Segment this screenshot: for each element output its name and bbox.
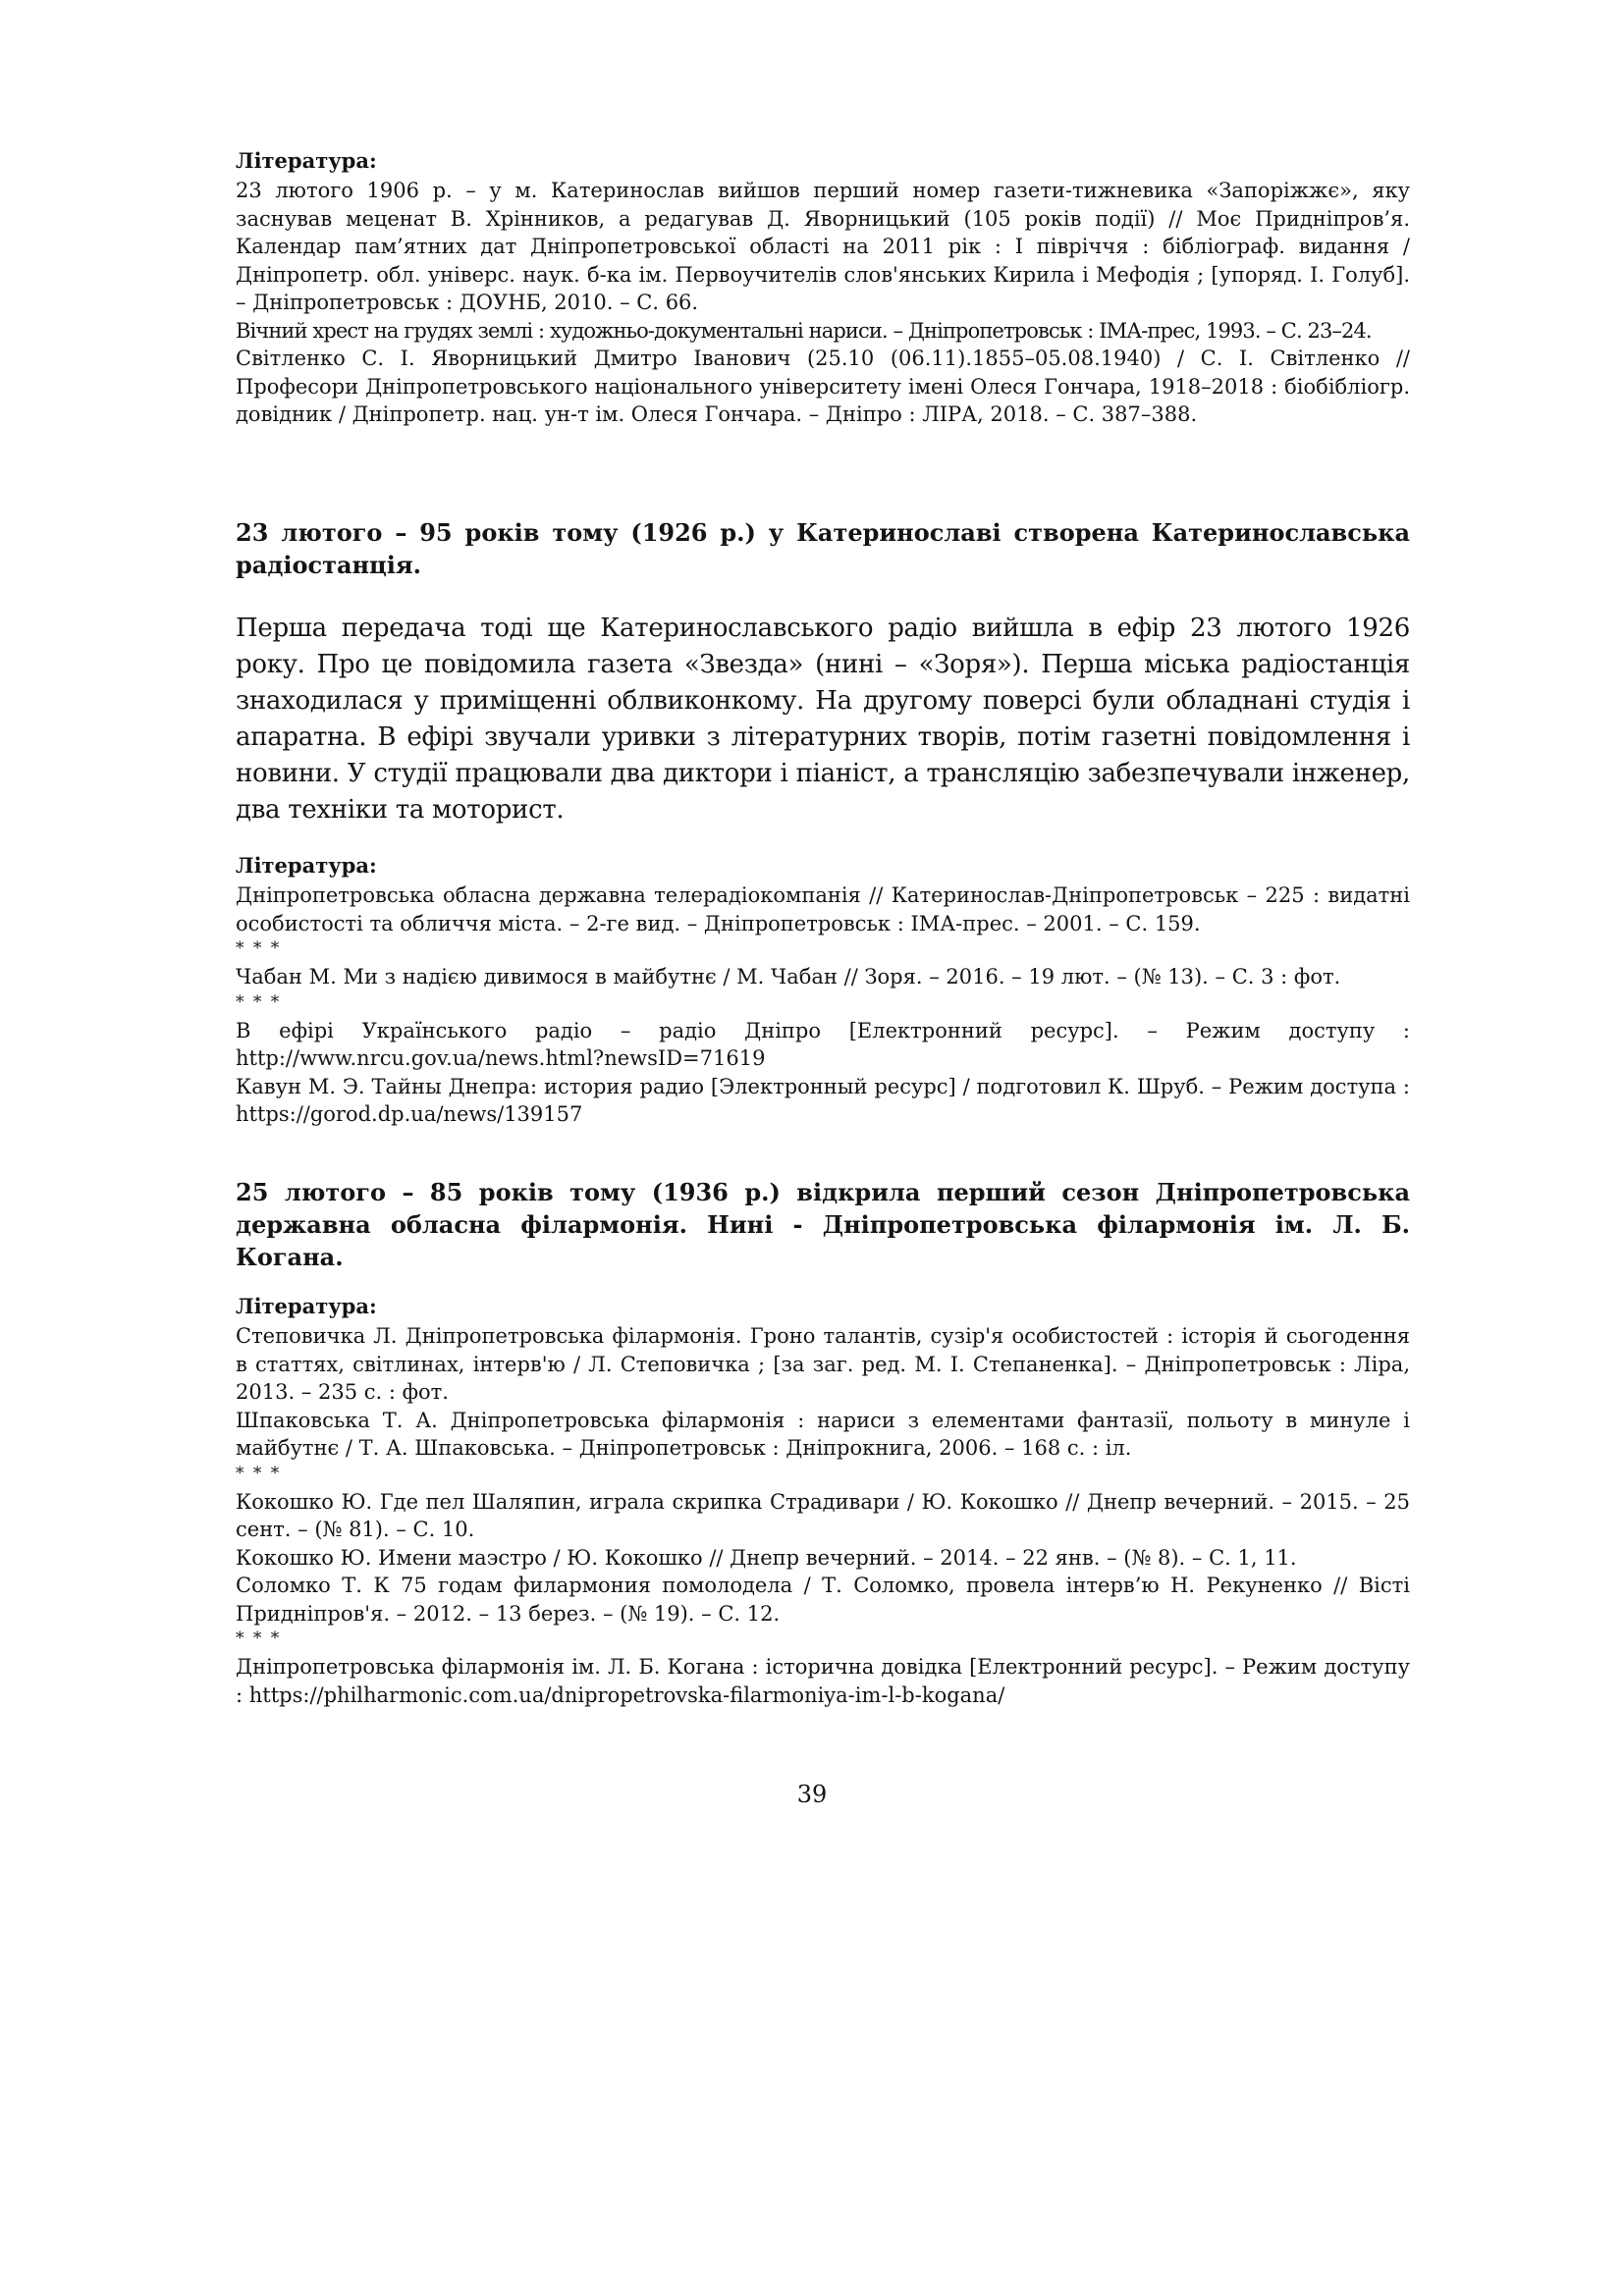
event-section-radio bbox=[236, 516, 1410, 1129]
event-description: Перша передача тоді ще Катеринославського радіо вийшла в ефір 23 лютого 1926 року. Про це повідомила газета «Звезда» (нині – «Зоря»). Перша міська радіостанція знаходилася у приміщенні облвиконкому. На другому поверсі були обладнані студія і апаратна. В ефірі звучали уривки з літературних творів, потім газетні повідомлення і новини. У студії працювали два диктори і піаніст, а трансляцію забезпечували інженер, два техніки та моторист. bbox=[236, 614, 1410, 825]
reference-entry: В ефірі Українського радіо – радіо Дніпро [Електронний ресурс]. – Режим доступу : http://www.nrcu.gov.ua/news.html?newsID=71619 bbox=[236, 1018, 1410, 1070]
reference-entry: Соломко Т. К 75 годам филармония помолодела / Т. Соломко, провела інтерв’ю Н. Рекуненко // Вісті Придніпров'я. – 2012. – 13 берез. – (№ 19). – С. 12. bbox=[236, 1574, 1410, 1626]
reference-entry: Кокошко Ю. Имени маэстро / Ю. Кокошко // Днепр вечерний. – 2014. – 22 янв. – (№ 8). – С. 1, 11. bbox=[236, 1545, 1297, 1570]
literature-heading: Література: bbox=[236, 1294, 377, 1318]
reference-entry: 23 лютого 1906 р. – у м. Катеринослав вийшов перший номер газети-тижневика «Запоріжжє», яку заснував меценат В. Хрінников, а редагував Д. Яворницький (105 років події) // Моє Придніпров’я. Календар пам’ятних дат Дніпропетровської області на 2011 рік : І півріччя : бібліограф. видання / Дніпропетр. обл. універс. наук. б-ка ім. Первоучителів слов'янських Кирила і Мефодія ; [упоряд. І. Голуб]. – Дніпропетровськ : ДОУНБ, 2010. – С. 66. bbox=[236, 179, 1410, 314]
separator-stars: * * * bbox=[236, 991, 282, 1012]
literature-heading: Література: bbox=[236, 853, 377, 878]
literature-section-1 bbox=[236, 147, 1410, 429]
event-section-philharmonic bbox=[236, 1176, 1410, 1709]
reference-entry: Дніпропетровська філармонія ім. Л. Б. Когана : історична довідка [Електронний ресурс]. – Режим доступу : https://philharmonic.com.ua/dnipropetrovska-filarmoniya-im-l-b-kogana/ bbox=[236, 1655, 1410, 1707]
reference-entry: Шпаковська Т. А. Дніпропетровська філармонія : нариси з елементами фантазії, польоту в минуле і майбутнє / Т. А. Шпаковська. – Дніпропетровськ : Дніпрокнига, 2006. – 168 с. : іл. bbox=[236, 1408, 1410, 1460]
separator-stars: * * * bbox=[236, 938, 282, 958]
event-title: 23 лютого – 95 років тому (1926 р.) у Катеринославі створена Катеринославська радіостанція. bbox=[236, 518, 1410, 579]
reference-entry: Чабан М. Ми з надією дивимося в майбутнє / М. Чабан // Зоря. – 2016. – 19 лют. – (№ 13). – С. 3 : фот. bbox=[236, 965, 1341, 988]
reference-entry: Кокошко Ю. Где пел Шаляпин, играла скрипка Страдивари / Ю. Кокошко // Днепр вечерний. – 2015. – 25 сент. – (№ 81). – С. 10. bbox=[236, 1489, 1410, 1541]
literature-heading: Література: bbox=[236, 148, 377, 173]
separator-stars: * * * bbox=[236, 1463, 282, 1483]
reference-entry: Світленко С. І. Яворницький Дмитро Іванович (25.10 (06.11).1855–05.08.1940) / С. І. Світленко // Професори Дніпропетровського національного університету імені Олеся Гончара, 1918–2018 : біобібліогр. довідник / Дніпропетр. нац. ун-т ім. Олеся Гончара. – Дніпро : ЛІРА, 2018. – С. 387–388. bbox=[236, 347, 1410, 426]
separator-stars: * * * bbox=[236, 1629, 282, 1648]
reference-entry: Степовичка Л. Дніпропетровська філармонія. Гроно талантів, сузір'я особистостей : історія й сьогодення в статтях, світлинах, інтерв'ю / Л. Степовичка ; [за заг. ред. М. І. Степаненка]. – Дніпропетровськ : Ліра, 2013. – 235 с. : фот. bbox=[236, 1324, 1410, 1404]
page-number: 39 bbox=[796, 1781, 828, 1808]
reference-entry: Кавун М. Э. Тайны Днепра: история радио [Электронный ресурс] / подготовил К. Шруб. – Режим доступа : https://gorod.dp.ua/news/139157 bbox=[236, 1074, 1410, 1126]
event-title: 25 лютого – 85 років тому (1936 р.) відкрила перший сезон Дніпропетровська державна обласна філармонія. Нині - Дніпропетровська філармонія ім. Л. Б. Когана. bbox=[236, 1178, 1410, 1271]
reference-entry: Дніпропетровська обласна державна телерадіокомпанія // Катеринослав-Дніпропетровськ – 225 : видатні особистості та обличчя міста. – 2-ге вид. – Дніпропетровськ : ІМА-прес. – 2001. – С. 159. bbox=[236, 883, 1410, 935]
reference-entry: Вічний хрест на грудях землі : художньо-документальні нариси. – Дніпропетровськ : ІМА-прес, 1993. – С. 23–24. bbox=[236, 318, 1372, 343]
